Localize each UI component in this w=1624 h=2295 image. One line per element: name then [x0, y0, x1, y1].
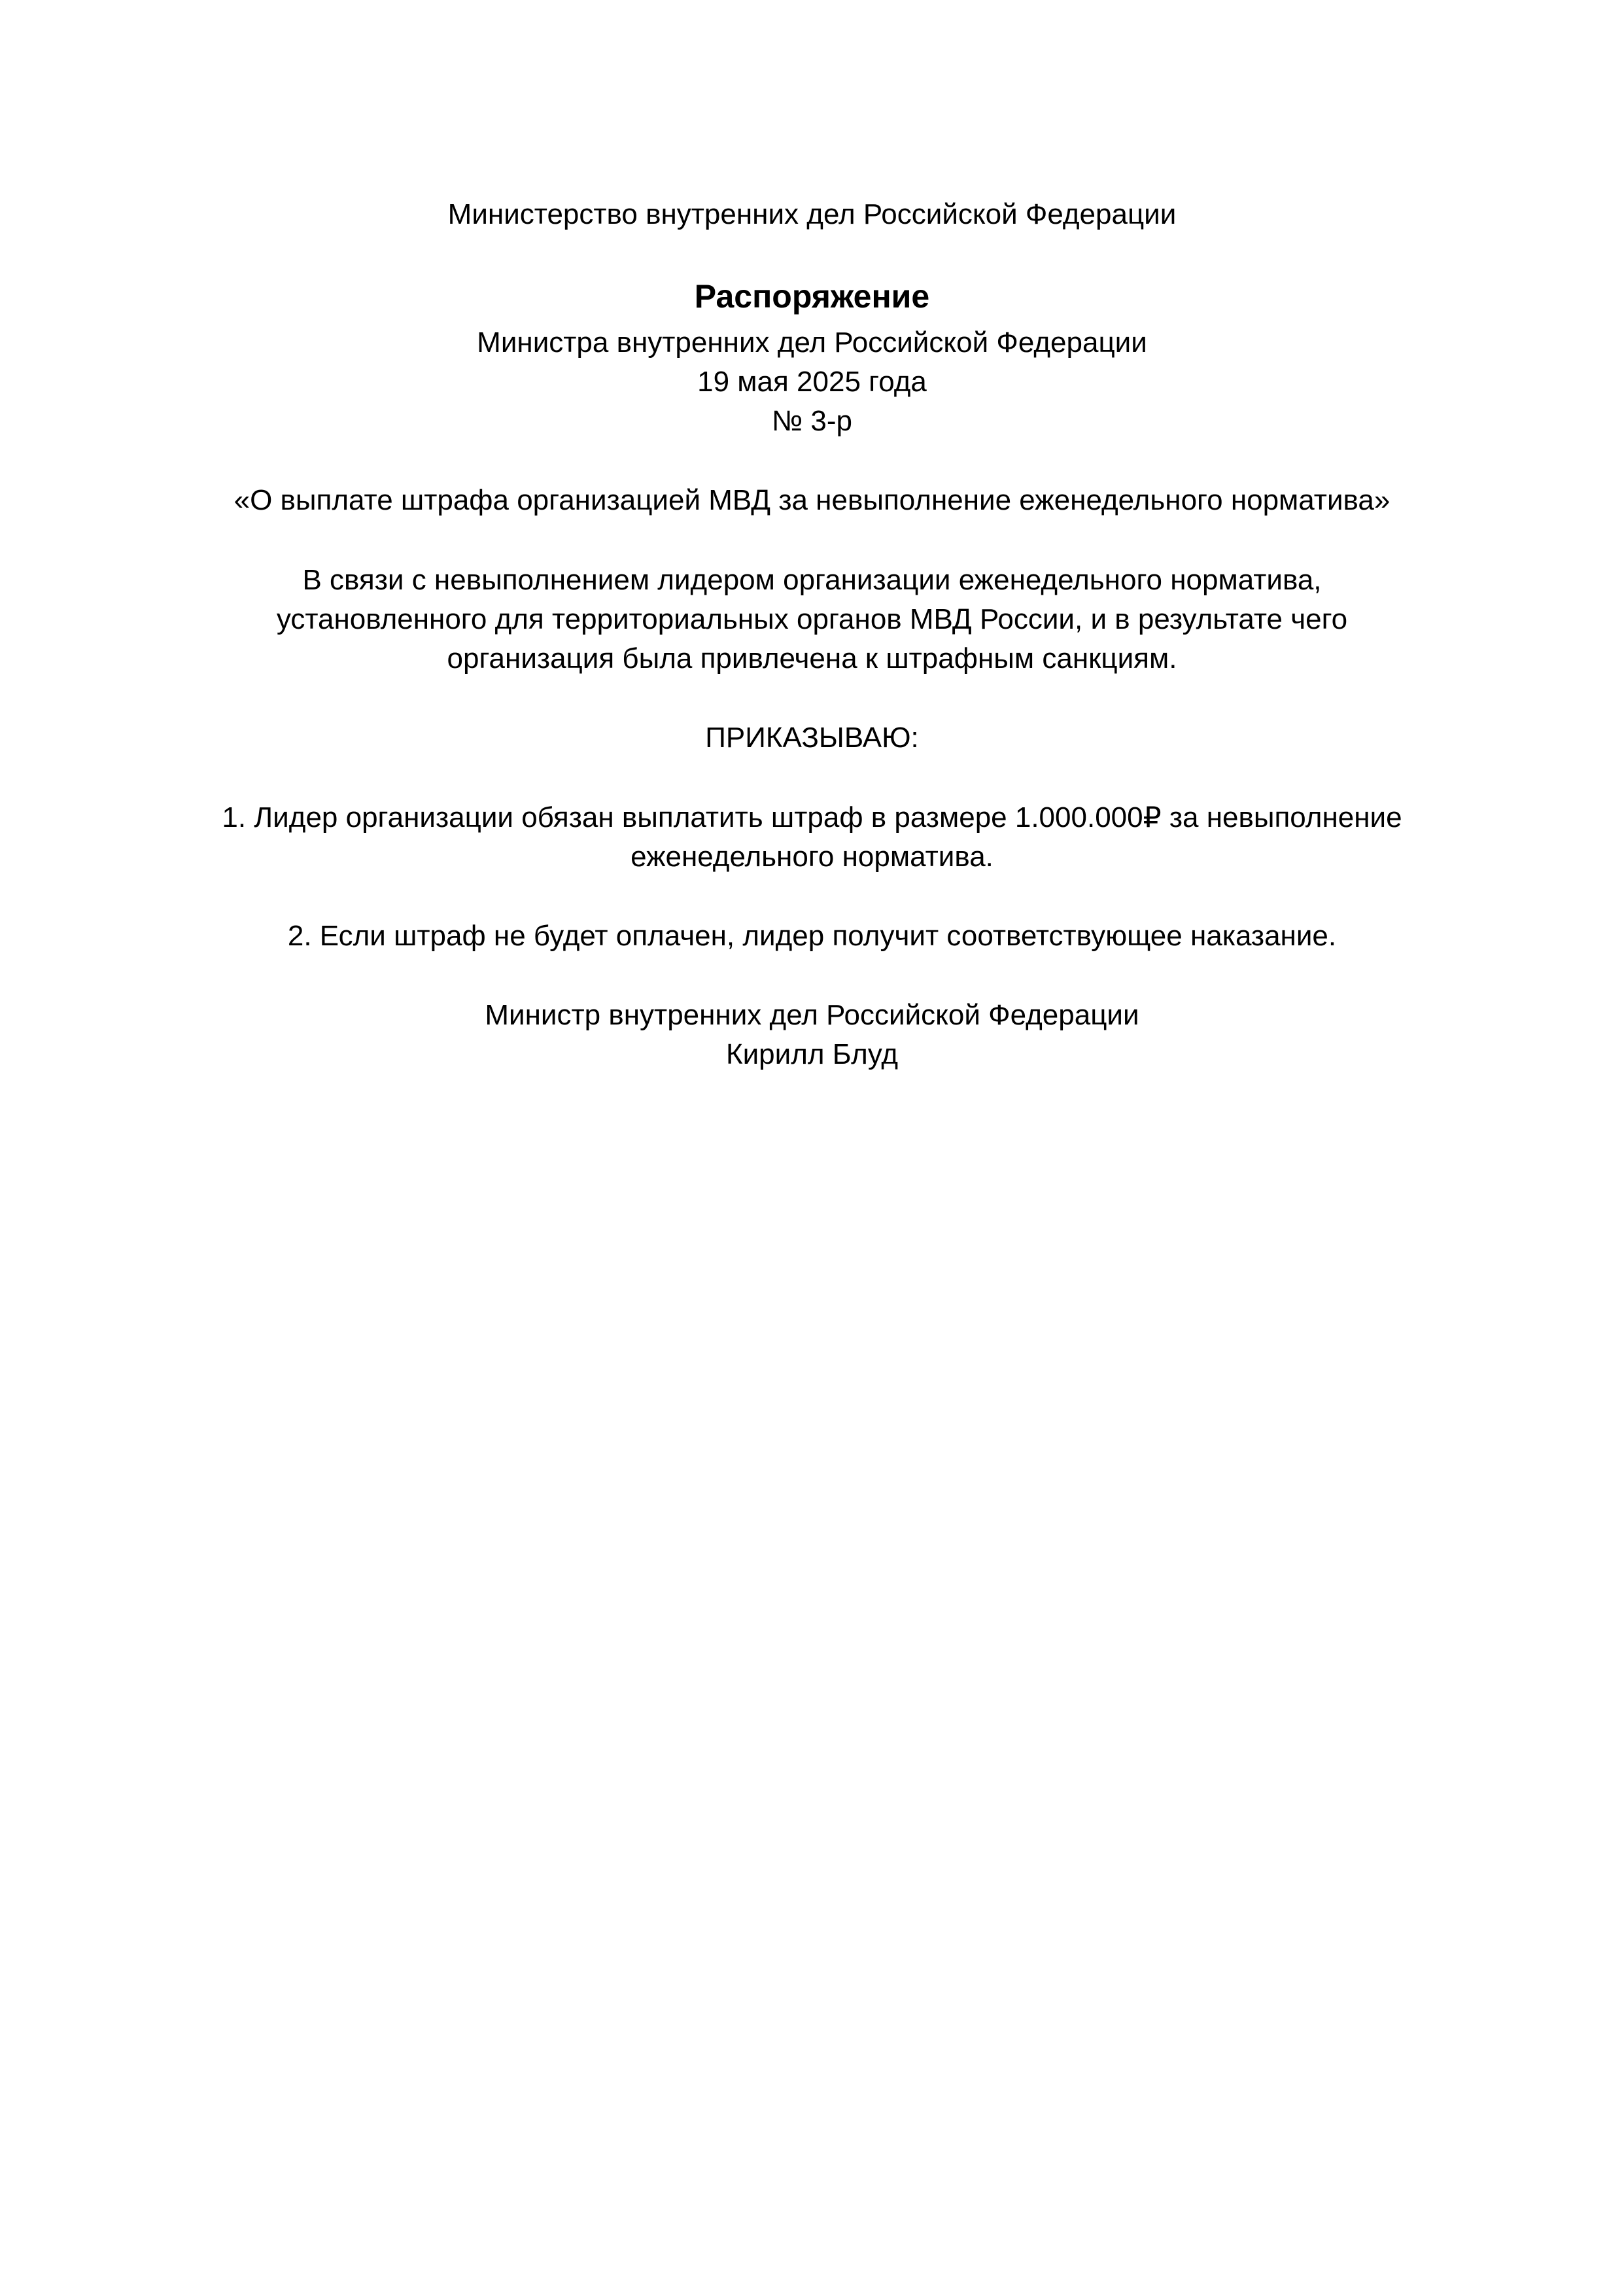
preamble-line-1: В связи с невыполнением лидером организации еженедельного норматива,: [302, 564, 1322, 596]
order-item-1-line-2: еженедельного норматива.: [631, 841, 993, 873]
document-number: № 3-р: [771, 405, 853, 437]
issuer-line: Министра внутренних дел Российской Федерации: [477, 326, 1147, 359]
order-heading: ПРИКАЗЫВАЮ:: [705, 722, 919, 754]
preamble-line-3: организация была привлечена к штрафным санкциям.: [447, 642, 1177, 674]
signature-name: Кирилл Блуд: [725, 1038, 899, 1070]
document-title: Распоряжение: [694, 278, 930, 315]
order-item-2: 2. Если штраф не будет оплачен, лидер получит соответствующее наказание.: [287, 920, 1337, 952]
signature-title: Министр внутренних дел Российской Федерации: [485, 999, 1139, 1031]
order-item-1-line-1: 1. Лидер организации обязан выплатить штраф в размере 1.000.000₽ за невыполнение: [222, 801, 1402, 833]
preamble-line-2: установленного для территориальных органов МВД России, и в результате чего: [276, 603, 1348, 635]
document-subject: «О выплате штрафа организацией МВД за невыполнение еженедельного норматива»: [233, 484, 1391, 516]
document-date: 19 мая 2025 года: [697, 366, 927, 398]
ministry-header: Министерство внутренних дел Российской Федерации: [447, 198, 1177, 230]
